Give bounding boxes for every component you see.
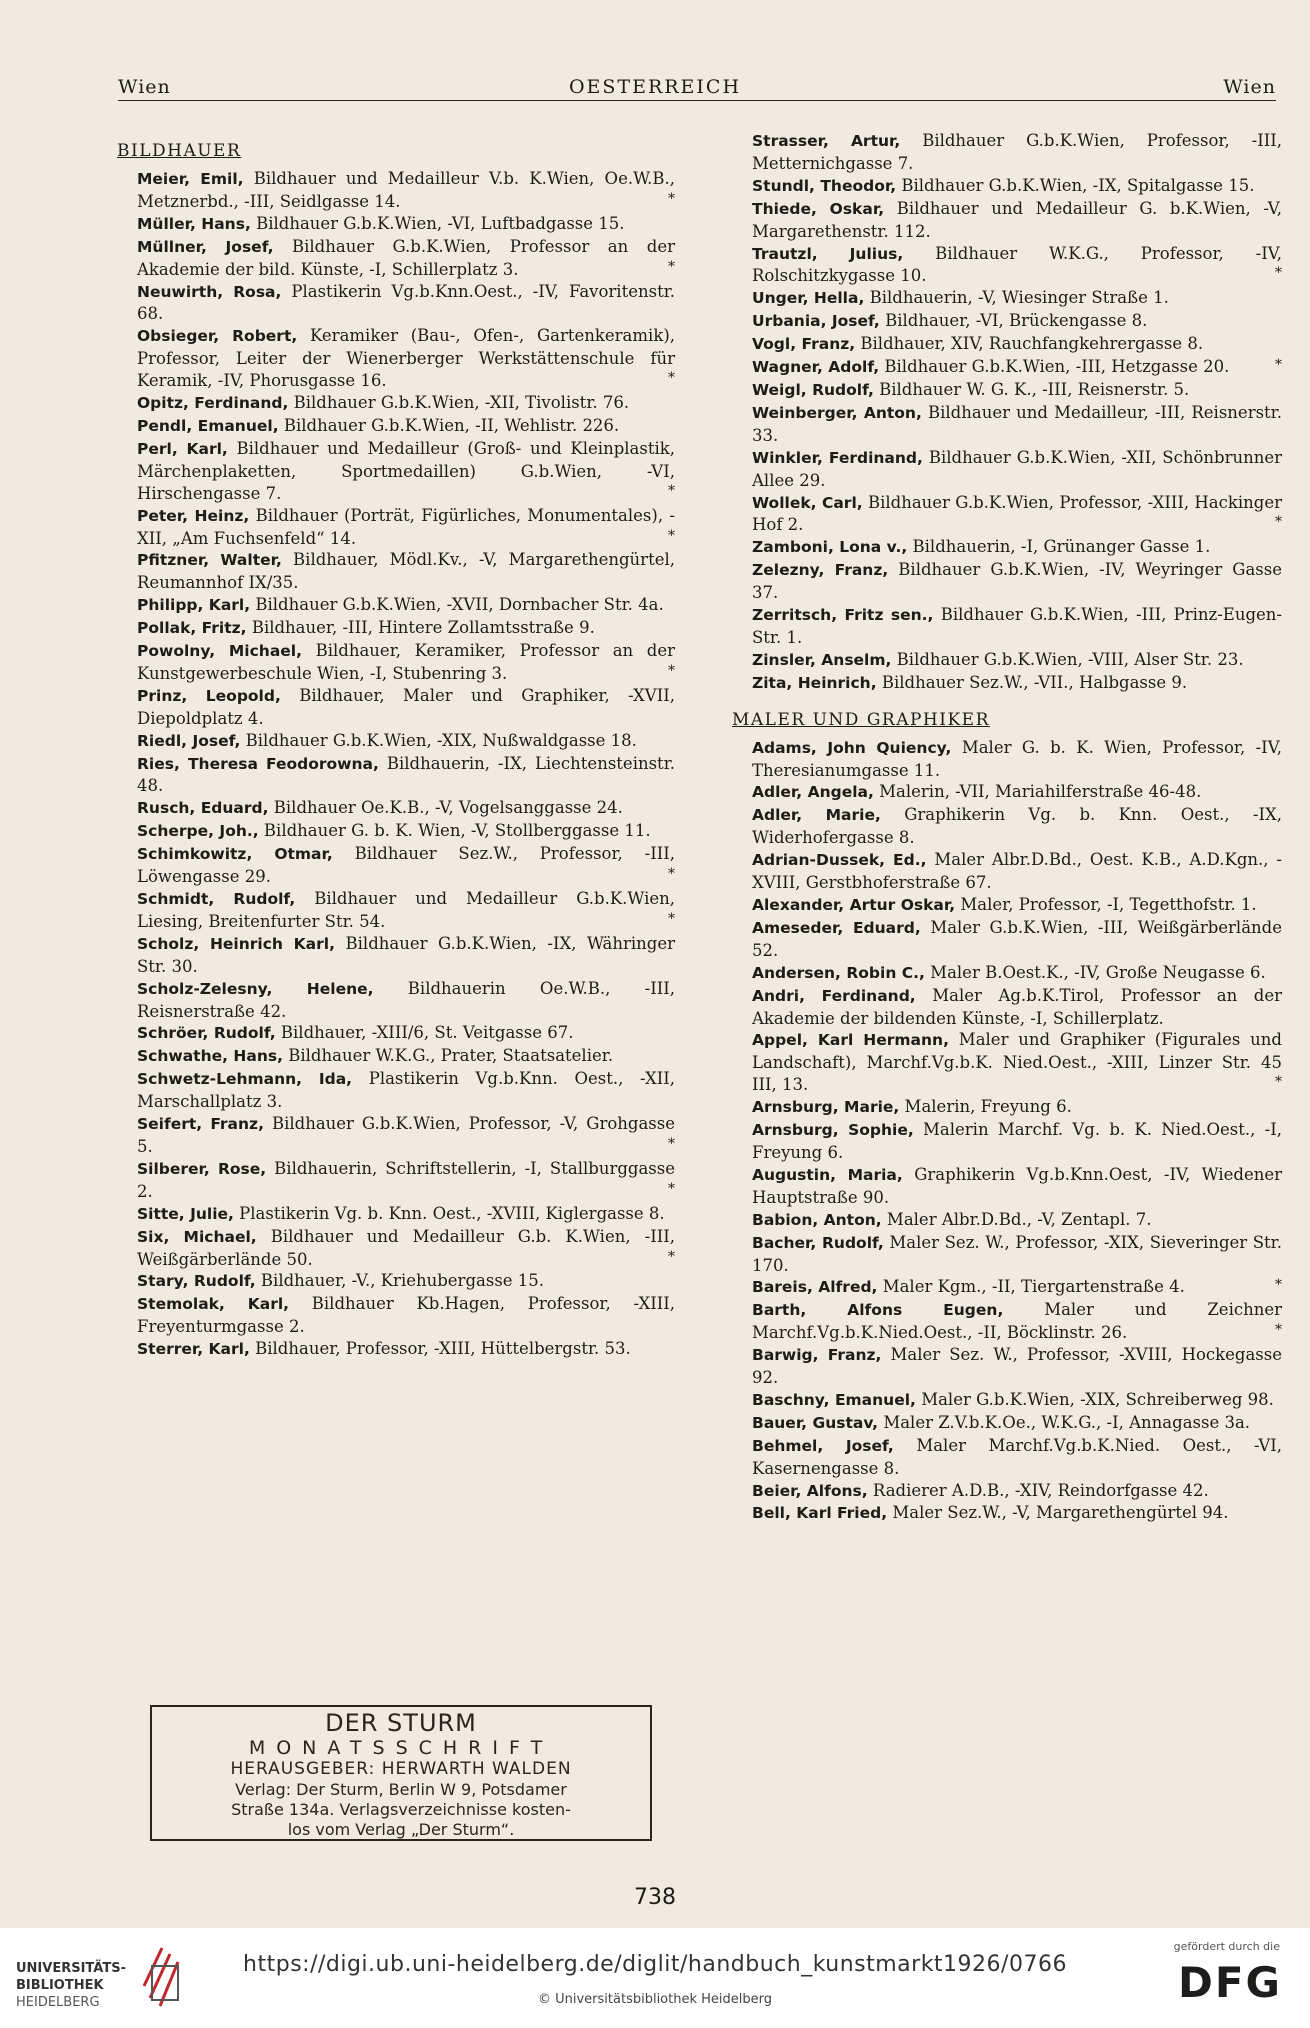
ad-title: DER STURM — [325, 1709, 477, 1737]
asterisk-marker: * — [668, 258, 675, 275]
entry-name: Trautzl, Julius, — [752, 244, 904, 263]
entry-list-right-maler — [752, 737, 1282, 1526]
directory-entry — [752, 672, 1282, 695]
entry-name: Appel, Karl Hermann, — [752, 1031, 949, 1050]
entry-name: Zerritsch, Fritz sen., — [752, 606, 934, 625]
entry-name: Silberer, Rose, — [137, 1159, 267, 1178]
asterisk-marker: * — [668, 910, 675, 927]
asterisk-marker: * — [668, 1248, 675, 1265]
entry-details: Malerin, Freyung 6. — [904, 1097, 1072, 1117]
asterisk-marker: * — [1275, 265, 1282, 282]
directory-entry — [137, 888, 675, 933]
entry-details: Graphikerin Vg. b. Knn. Oest., -IX, Widerhofergasse 8. — [752, 805, 1282, 848]
entry-details: Bildhauer G. b. K. Wien, -V, Stollberggasse 11. — [263, 821, 651, 841]
entry-name: Bauer, Gustav, — [752, 1413, 879, 1432]
directory-entry — [752, 849, 1282, 894]
directory-entry — [752, 130, 1282, 175]
entry-details: Bildhauer W. G. K., -III, Reisnerstr. 5. — [879, 379, 1190, 399]
asterisk-marker: * — [1275, 1277, 1282, 1294]
entry-name: Stundl, Theodor, — [752, 176, 897, 195]
directory-entry — [137, 843, 675, 888]
directory-entry — [137, 978, 675, 1023]
directory-entry — [137, 281, 675, 326]
entry-details: Bildhauer Sez.W., Professor, -III, Löwengasse 29. — [137, 844, 675, 887]
entry-details: Bildhauerin, Schriftstellerin, -I, Stallburggasse 2. — [137, 1158, 675, 1201]
directory-entry — [752, 1412, 1282, 1435]
directory-entry — [752, 1389, 1282, 1412]
entry-details: Bildhauerin, -IX, Liechtensteinstr. 48. — [137, 753, 676, 796]
entry-name: Adrian-Dussek, Ed., — [752, 851, 927, 870]
copyright-notice: © Universitätsbibliothek Heidelberg — [537, 1992, 772, 2007]
directory-entry — [752, 333, 1282, 356]
directory-entry — [137, 1068, 675, 1113]
entry-details: Bildhauer G.b.K.Wien, -XII, Tivolistr. 76. — [293, 393, 630, 413]
ad-line: los vom Verlag „Der Sturm“. — [287, 1820, 515, 1839]
entry-name: Bell, Karl Fried, — [752, 1504, 888, 1523]
directory-entry — [752, 962, 1282, 985]
directory-entry — [752, 243, 1282, 288]
entry-details: Bildhauer und Medailleur G.b. K.Wien, -III, Weißgärberlände 50. — [137, 1226, 675, 1269]
directory-entry — [137, 594, 675, 617]
asterisk-marker: * — [668, 662, 675, 679]
asterisk-marker: * — [1275, 514, 1282, 531]
ad-line: Straße 134a. Verlagsverzeichnisse kosten- — [231, 1800, 571, 1819]
directory-entry — [752, 175, 1282, 198]
entry-name: Müller, Hans, — [137, 214, 251, 233]
entry-name: Augustin, Maria, — [752, 1165, 903, 1184]
directory-entry — [752, 198, 1282, 243]
directory-entry — [137, 1293, 675, 1338]
entry-details: Plastikerin Vg.b.Knn. Oest., -XII, Marschallplatz 3. — [137, 1069, 676, 1112]
entry-details: Bildhauer G.b.K.Wien, -III, Hetzgasse 20. — [884, 357, 1230, 377]
entry-name: Behmel, Josef, — [752, 1436, 894, 1455]
directory-entry — [752, 1119, 1282, 1164]
entry-name: Opitz, Ferdinand, — [137, 394, 289, 413]
running-header-left: Wien — [118, 76, 171, 98]
entry-details: Bildhauer Kb.Hagen, Professor, -XIII, Freyenturmgasse 2. — [137, 1294, 675, 1337]
entry-name: Zinsler, Anselm, — [752, 650, 892, 669]
entry-name: Arnsburg, Sophie, — [752, 1121, 914, 1140]
directory-entry — [137, 1158, 675, 1203]
entry-details: Bildhauer, -XIII/6, St. Veitgasse 67. — [280, 1023, 574, 1043]
entry-name: Bacher, Rudolf, — [752, 1233, 884, 1252]
directory-entry — [752, 287, 1282, 310]
entry-name: Schwathe, Hans, — [137, 1047, 283, 1066]
dfg-logo[interactable]: DFG — [1177, 1958, 1282, 2007]
directory-entry — [752, 402, 1282, 447]
entry-details: Maler Sez. W., Professor, -XVIII, Hockegasse 92. — [752, 1345, 1283, 1388]
entry-name: Arnsburg, Marie, — [752, 1098, 900, 1117]
directory-entry — [137, 1270, 675, 1293]
asterisk-marker: * — [1275, 1074, 1282, 1091]
entry-details: Bildhauer G.b.K.Wien, -IX, Spitalgasse 15. — [901, 175, 1255, 195]
entry-list-left — [137, 168, 675, 1361]
directory-entry — [752, 1096, 1282, 1119]
entry-name: Scholz, Heinrich Karl, — [137, 934, 335, 953]
entry-details: Maler Albr.D.Bd., Oest. K.B., A.D.Kgn., -XVIII, Gerstbhoferstraße 67. — [752, 850, 1282, 893]
directory-entry — [752, 1480, 1282, 1503]
entry-details: Bildhauer G.b.K.Wien, -XII, Schönbrunner Allee 29. — [752, 447, 1283, 490]
directory-entry — [752, 1299, 1282, 1344]
entry-name: Six, Michael, — [137, 1227, 257, 1246]
running-header-right: Wien — [1223, 76, 1276, 98]
entry-name: Weinberger, Anton, — [752, 403, 922, 422]
entry-name: Seifert, Franz, — [137, 1115, 264, 1134]
directory-entry — [137, 1113, 675, 1158]
entry-name: Adler, Marie, — [752, 806, 881, 825]
entry-details: Keramiker (Bau-, Ofen-, Gartenkeramik), Professor, Leiter der Wienerberger Werkstättenschule für Keramik, -IV, Phorusgasse 16. — [137, 326, 675, 391]
entry-name: Unger, Hella, — [752, 289, 865, 308]
directory-entry — [137, 1022, 675, 1045]
directory-entry — [137, 617, 675, 640]
asterisk-marker: * — [668, 866, 675, 883]
ad-subtitle: MONATSSCHRIFT — [248, 1737, 554, 1759]
asterisk-marker: * — [668, 370, 675, 387]
entry-details: Bildhauer, Professor, -XIII, Hüttelbergstr. 53. — [255, 1339, 631, 1359]
entry-details: Bildhauer Oe.K.B., -V, Vogelsanggasse 24. — [273, 798, 623, 818]
directory-entry — [137, 640, 675, 685]
entry-name: Andri, Ferdinand, — [752, 986, 916, 1005]
entry-details: Bildhauer und Medailleur G.b.K.Wien, Liesing, Breitenfurter Str. 54. — [137, 889, 676, 931]
asterisk-marker: * — [668, 190, 675, 207]
entry-name: Ameseder, Eduard, — [752, 918, 921, 937]
library-name-line: BIBLIOTHEK — [16, 1978, 104, 1993]
entry-name: Perl, Karl, — [137, 439, 228, 458]
entry-name: Bareis, Alfred, — [752, 1278, 878, 1297]
library-name-line: UNIVERSITÄTS- — [16, 1961, 126, 1976]
directory-entry — [752, 1502, 1282, 1525]
entry-name: Wollek, Carl, — [752, 493, 863, 512]
entry-details: Bildhauer, XIV, Rauchfangkehrergasse 8. — [860, 334, 1204, 354]
entry-details: Bildhauer G.b.K.Wien, Professor, -III, Metternichgasse 7. — [752, 131, 1283, 173]
entry-details: Bildhauer, Mödl.Kv., -V, Margarethengürtel, Reumannhof IX/35. — [137, 550, 675, 593]
entry-name: Pfitzner, Walter, — [137, 551, 282, 570]
right-column — [732, 130, 1283, 1525]
entry-details: Bildhauer G.b.K.Wien, -XVII, Dornbacher Str. 4a. — [255, 595, 664, 615]
entry-name: Barwig, Franz, — [752, 1346, 882, 1365]
entry-details: Plastikerin Vg.b.Knn.Oest., -IV, Favoritenstr. 68. — [137, 281, 676, 324]
directory-entry — [137, 1045, 675, 1068]
directory-entry — [137, 415, 675, 438]
entry-name: Stary, Rudolf, — [137, 1272, 256, 1291]
entry-name: Babion, Anton, — [752, 1210, 882, 1229]
entry-details: Plastikerin Vg. b. Knn. Oest., -XVIII, Kiglergasse 8. — [239, 1203, 665, 1223]
directory-entry — [752, 781, 1282, 804]
library-name-line: HEIDELBERG — [16, 1995, 100, 2010]
entry-name: Scholz-Zelesny, Helene, — [137, 979, 374, 998]
entry-name: Thiede, Oskar, — [752, 199, 885, 218]
entry-name: Baschny, Emanuel, — [752, 1390, 916, 1409]
entry-name: Alexander, Artur Oskar, — [752, 896, 956, 914]
entry-details: Bildhauer G.b.K.Wien, Professor, -XIII, Hackinger Hof 2. — [752, 492, 1282, 535]
entry-details: Bildhauer G.b.K.Wien, -IX, Währinger Str. 30. — [137, 933, 675, 976]
directory-entry — [752, 1232, 1282, 1277]
entry-details: Maler und Zeichner Marchf.Vg.b.K.Nied.Oest., -II, Böcklinstr. 26. — [752, 1300, 1282, 1343]
entry-name: Urbania, Josef, — [752, 312, 880, 331]
entry-details: Bildhauer, -VI, Brückengasse 8. — [885, 311, 1148, 331]
directory-entry — [137, 1338, 675, 1361]
ad-publisher: HERAUSGEBER: HERWARTH WALDEN — [230, 1759, 572, 1779]
directory-entry — [137, 438, 675, 505]
directory-entry — [752, 1435, 1282, 1480]
directory-entry — [752, 894, 1282, 917]
entry-details: Bildhauer und Medailleur, -III, Reisnerstr. 33. — [752, 402, 1282, 445]
entry-name: Zelezny, Franz, — [752, 561, 889, 580]
asterisk-marker: * — [668, 482, 675, 499]
directory-entry — [137, 797, 675, 820]
directory-entry — [137, 685, 675, 730]
entry-details: Bildhauer (Porträt, Figürliches, Monumentales), -XII, „Am Fuchsenfeld“ 14. — [137, 505, 676, 548]
entry-details: Maler Albr.D.Bd., -V, Zentapl. 7. — [886, 1209, 1152, 1229]
entry-name: Müllner, Josef, — [137, 237, 274, 256]
entry-name: Stemolak, Karl, — [137, 1295, 290, 1314]
entry-details: Bildhauer und Medailleur G. b.K.Wien, -V, Margarethenstr. 112. — [752, 198, 1283, 241]
entry-details: Bildhauer G.b.K.Wien, Professor, -V, Grohgasse 5. — [137, 1114, 676, 1156]
entry-details: Maler Kgm., -II, Tiergartenstraße 4. — [882, 1277, 1185, 1297]
entry-name: Wagner, Adolf, — [752, 358, 880, 377]
directory-entry — [137, 236, 675, 281]
directory-entry — [752, 1276, 1282, 1299]
directory-entry — [752, 1344, 1282, 1389]
directory-entry — [752, 447, 1282, 492]
entry-details: Bildhauer W.K.G., Professor, -IV, Rolschitzkygasse 10. — [752, 243, 1283, 286]
entry-details: Maler Sez.W., -V, Margarethengürtel 94. — [892, 1503, 1229, 1523]
entry-details: Maler, Professor, -I, Tegetthofstr. 1. — [960, 895, 1257, 914]
entry-name: Sterrer, Karl, — [137, 1340, 250, 1359]
directory-entry — [137, 213, 675, 236]
entry-name: Andersen, Robin C., — [752, 963, 925, 982]
directory-entry — [752, 559, 1282, 604]
directory-entry — [137, 820, 675, 843]
page-number: 738 — [634, 1885, 676, 1910]
entry-list-right-bildhauer — [752, 130, 1282, 695]
entry-details: Maler Ag.b.K.Tirol, Professor an der Akademie der bildenden Künste, -I, Schillerplatz. — [752, 985, 1283, 1028]
directory-entry — [752, 379, 1282, 402]
entry-details: Bildhauer G.b.K.Wien, -IV, Weyringer Gasse 37. — [752, 560, 1282, 603]
entry-details: Bildhauer W.K.G., Prater, Staatsatelier. — [288, 1046, 614, 1066]
directory-entry — [137, 933, 675, 978]
entry-details: Maler B.Oest.K., -IV, Große Neugasse 6. — [930, 962, 1266, 982]
entry-name: Philipp, Karl, — [137, 596, 251, 615]
directory-entry — [137, 1203, 675, 1226]
entry-details: Bildhauer Sez.W., -VII., Halbgasse 9. — [881, 672, 1188, 692]
directory-entry — [137, 505, 675, 550]
ad-line: Verlag: Der Sturm, Berlin W 9, Potsdamer — [235, 1780, 567, 1799]
directory-entry — [137, 168, 675, 213]
running-header-title: OESTERREICH — [568, 76, 742, 98]
entry-name: Scherpe, Joh., — [137, 822, 259, 841]
section-heading-bildhauer: BILDHAUER — [117, 141, 242, 161]
asterisk-marker: * — [668, 1180, 675, 1197]
entry-name: Winkler, Ferdinand, — [752, 448, 923, 467]
directory-entry — [137, 753, 675, 798]
entry-details: Maler Sez. W., Professor, -XIX, Sieveringer Str. 170. — [752, 1232, 1282, 1275]
asterisk-marker: * — [668, 527, 675, 544]
directory-entry — [752, 804, 1282, 849]
entry-name: Ries, Theresa Feodorowna, — [137, 754, 379, 773]
left-column — [117, 140, 676, 1361]
directory-entry — [137, 730, 675, 753]
header-rule — [118, 100, 1276, 101]
viewer-footer — [0, 1928, 1310, 2028]
entry-name: Rusch, Eduard, — [137, 799, 269, 818]
entry-name: Meier, Emil, — [137, 170, 244, 188]
entry-details: Maler Z.V.b.K.Oe., W.K.G., -I, Annagasse 3a. — [883, 1412, 1251, 1432]
entry-name: Powolny, Michael, — [137, 642, 302, 661]
entry-name: Peter, Heinz, — [137, 506, 250, 525]
entry-name: Schimkowitz, Otmar, — [137, 845, 333, 864]
entry-name: Riedl, Josef, — [137, 731, 241, 750]
entry-details: Bildhauer, -III, Hintere Zollamtsstraße 9. — [251, 618, 595, 638]
directory-entry — [752, 1209, 1282, 1232]
directory-entry — [752, 985, 1282, 1030]
entry-details: Malerin Marchf. Vg. b. K. Nied.Oest., -I, Freyung 6. — [752, 1120, 1282, 1162]
entry-name: Schröer, Rudolf, — [137, 1024, 276, 1043]
entry-name: Sitte, Julie, — [137, 1204, 234, 1223]
entry-details: Bildhauer und Medailleur (Groß- und Kleinplastik, Märchenplaketten, Sportmedaillen) G.b.Wien, -VI, Hirschengasse 7. — [137, 438, 676, 503]
entry-details: Malerin, -VII, Mariahilferstraße 46-48. — [879, 782, 1202, 802]
directory-entry — [752, 737, 1282, 782]
asterisk-marker: * — [668, 1135, 675, 1152]
entry-details: Radierer A.D.B., -XIV, Reindorfgasse 42. — [872, 1480, 1209, 1500]
entry-name: Adams, John Quiency, — [752, 738, 952, 757]
entry-name: Pollak, Fritz, — [137, 619, 247, 638]
directory-entry — [752, 917, 1282, 962]
directory-entry — [752, 310, 1282, 333]
directory-entry — [137, 325, 675, 392]
entry-name: Vogl, Franz, — [752, 335, 856, 354]
entry-details: Bildhauer G.b.K.Wien, Professor an der Akademie der bild. Künste, -I, Schillerplatz 3. — [137, 236, 675, 279]
directory-entry — [752, 604, 1282, 649]
entry-details: Bildhauer G.b.K.Wien, -VIII, Alser Str. 23. — [896, 649, 1244, 669]
entry-details: Bildhauer G.b.K.Wien, -III, Prinz-Eugen-Str. 1. — [752, 605, 1282, 647]
entry-details: Bildhauer G.b.K.Wien, -XIX, Nußwaldgasse 18. — [245, 730, 637, 750]
entry-name: Beier, Alfons, — [752, 1481, 868, 1500]
section-heading-maler: MALER UND GRAPHIKER — [732, 709, 990, 730]
permalink-url[interactable]: https://digi.ub.uni-heidelberg.de/diglit/handbuch_kunstmarkt1926/0766 — [243, 1952, 1067, 1977]
entry-details: Bildhauerin, -V, Wiesinger Straße 1. — [869, 288, 1169, 308]
entry-details: Bildhauerin Oe.W.B., -III, Reisnerstraße 42. — [137, 978, 675, 1021]
directory-entry — [137, 549, 675, 594]
entry-details: Bildhauerin, -I, Grünanger Gasse 1. — [912, 537, 1211, 557]
directory-entry — [752, 1164, 1282, 1209]
entry-name: Neuwirth, Rosa, — [137, 282, 282, 301]
entry-name: Zita, Heinrich, — [752, 673, 877, 692]
entry-name: Zamboni, Lona v., — [752, 538, 908, 557]
entry-details: Maler Marchf.Vg.b.K.Nied. Oest., -VI, Kasernengasse 8. — [752, 1435, 1283, 1478]
asterisk-marker: * — [1275, 1322, 1282, 1339]
entry-name: Barth, Alfons Eugen, — [752, 1301, 1004, 1320]
directory-entry — [752, 356, 1282, 379]
entry-name: Strasser, Artur, — [752, 132, 901, 150]
entry-details: Bildhauer G.b.K.Wien, -VI, Luftbadgasse 15. — [256, 213, 625, 233]
entry-details: Bildhauer, Keramiker, Professor an der Kunstgewerbeschule Wien, -I, Stubenring 3. — [137, 641, 675, 683]
entry-name: Weigl, Rudolf, — [752, 380, 874, 399]
asterisk-marker: * — [1275, 357, 1282, 374]
funder-note: gefördert durch die — [1173, 1940, 1280, 1953]
entry-details: Maler G.b.K.Wien, -XIX, Schreiberweg 98. — [921, 1389, 1274, 1409]
entry-details: Maler und Graphiker (Figurales und Landschaft), Marchf.Vg.b.K. Nied.Oest., -XIII, Linzer Str. 45 III, 13. — [752, 1030, 1282, 1095]
entry-details: Bildhauer, Maler und Graphiker, -XVII, Diepoldplatz 4. — [137, 685, 675, 728]
entry-details: Bildhauer G.b.K.Wien, -II, Wehlistr. 226. — [283, 415, 620, 435]
entry-name: Pendl, Emanuel, — [137, 416, 279, 435]
entry-details: Bildhauer, -V., Kriehubergasse 15. — [260, 1271, 545, 1291]
directory-entry — [752, 649, 1282, 672]
directory-entry — [752, 536, 1282, 559]
entry-details: Maler G. b. K. Wien, Professor, -IV, Theresianumgasse 11. — [752, 737, 1282, 780]
directory-entry — [137, 1226, 675, 1271]
entry-name: Schmidt, Rudolf, — [137, 890, 296, 908]
sturm-advertisement — [150, 1705, 652, 1841]
entry-details: Bildhauer und Medailleur V.b. K.Wien, Oe.W.B., Metznerbd., -III, Seidlgasse 14. — [137, 169, 676, 211]
entry-name: Adler, Angela, — [752, 783, 874, 802]
directory-entry — [752, 1029, 1282, 1096]
entry-details: Graphikerin Vg.b.Knn.Oest, -IV, Wiedener Hauptstraße 90. — [752, 1164, 1282, 1207]
entry-name: Schwetz-Lehmann, Ida, — [137, 1070, 353, 1089]
directory-entry — [752, 492, 1282, 537]
entry-details: Maler G.b.K.Wien, -III, Weißgärberlände 52. — [752, 917, 1282, 960]
entry-name: Prinz, Leopold, — [137, 686, 281, 705]
directory-entry — [137, 392, 675, 415]
entry-name: Obsieger, Robert, — [137, 327, 298, 346]
